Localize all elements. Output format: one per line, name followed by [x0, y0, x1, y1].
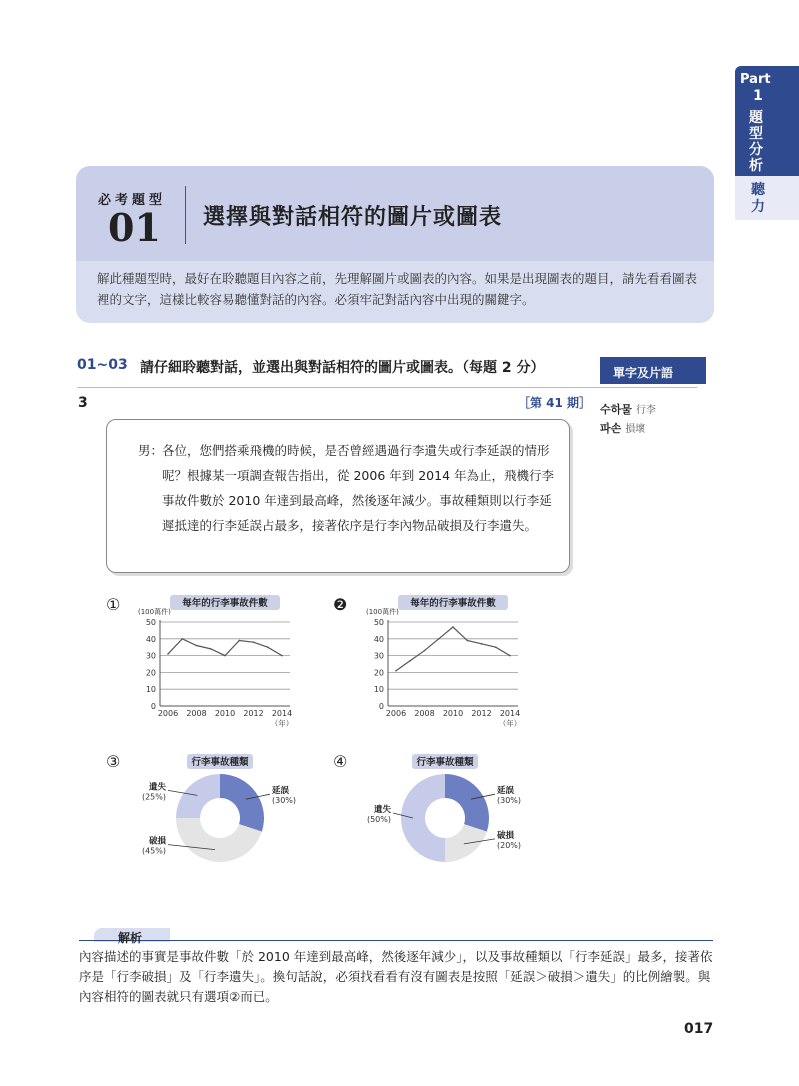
vocab-meaning: 損壞	[625, 424, 646, 435]
analysis-text: 內容描述的事實是事故件數「於 2010 年達到最高峰，然後逐年減少」，以及事故種類以「行李延誤」最多，接著依序是「行李破損」及「行李遺失」。換句話說，必須找看看有沒有圖表是按照「延誤＞破損＞遺失」的比例繪製。與內容相符的圖表就只有選項②而已。	[79, 949, 713, 1004]
data-point	[509, 655, 511, 657]
type-label: 必考題型	[98, 193, 167, 208]
x-tick-label: 2010	[442, 709, 464, 718]
y-tick-label: 10	[145, 685, 156, 695]
question-issue: ［第 41 期］	[518, 396, 592, 410]
intro-text: 解此種題型時，最好在聆聽題目內容之前，先理解圖片或圖表的內容。如果是出現圖表的題目，請先看看圖表裡的文字，這樣比較容易聽懂對話的內容。必須牢記對話內容中出現的關鍵字。	[97, 271, 698, 307]
part-number: 1	[753, 88, 763, 104]
x-tick-label: 2006	[157, 709, 179, 718]
y-tick-label: 30	[373, 651, 384, 661]
dialogue-body: 各位，您們搭乘飛機的時候，是否曾經遇過行李遺失或行李延誤的情形呢？根據某一項調查報告指出，從 2006 年到 2014 年為止，飛機行李事故件數於 2010 年達到最高峰，然後逐年減少。事故種類則以行李延遲抵達的行李延誤占最多，接著依序是行李內物品破損及行李遺失。	[162, 443, 555, 533]
data-point	[438, 638, 440, 640]
pie-slice	[401, 774, 445, 862]
dialogue-speaker: 男：	[138, 443, 164, 458]
question-instruction: 請仔細聆聽對話，並選出與對話相符的圖片或圖表。（每題 2 分）	[140, 360, 545, 376]
question-divider	[77, 387, 697, 388]
pie-slice	[445, 774, 489, 832]
slice-label: 破損	[148, 836, 166, 847]
vocab-item	[600, 401, 656, 417]
x-tick-label: 2008	[414, 709, 435, 718]
data-point	[196, 645, 198, 647]
vocab-tab-label: 單字及片語	[613, 366, 674, 380]
y-tick-label: 30	[145, 651, 156, 661]
slice-label: 遺失	[373, 805, 391, 815]
chart-title: 每年的行李事故件數	[410, 598, 496, 609]
slice-label: 延誤	[497, 786, 515, 797]
chart-xlabel: （年）	[270, 719, 294, 728]
slice-pct: (30%)	[272, 796, 297, 806]
line-chart-option-2	[358, 592, 528, 732]
y-tick-label: 40	[145, 634, 156, 644]
x-tick-label: 2012	[471, 709, 492, 718]
vocab-word: 파손	[600, 422, 622, 435]
pie-slice	[176, 774, 220, 818]
data-point	[210, 648, 212, 650]
data-point	[181, 638, 183, 640]
slice-pct: (50%)	[366, 815, 391, 824]
data-point	[281, 655, 283, 657]
data-point	[395, 670, 397, 672]
part-sub-tab	[735, 176, 799, 220]
option-mark-2[interactable]: ❷	[333, 595, 348, 614]
x-tick-label: 2008	[186, 709, 207, 718]
pie-slice	[445, 824, 487, 862]
data-point	[409, 660, 411, 662]
series-line	[396, 627, 510, 671]
option-mark-1[interactable]: ①	[106, 595, 121, 614]
x-tick-label: 2012	[243, 709, 264, 718]
donut-chart-option-3	[135, 752, 305, 872]
question-range: 01~03	[77, 357, 128, 373]
data-point	[495, 646, 497, 648]
y-tick-label: 50	[145, 618, 156, 627]
y-tick-label: 40	[373, 634, 384, 644]
slice-label: 遺失	[148, 782, 166, 793]
type-number: 01	[108, 205, 161, 250]
data-point	[452, 626, 454, 628]
x-tick-label: 2006	[385, 709, 407, 718]
x-tick-label: 2014	[271, 709, 293, 718]
series-line	[168, 639, 282, 656]
data-point	[224, 655, 226, 657]
pie-slice	[220, 774, 264, 832]
vocab-tab	[600, 357, 706, 384]
chart-title: 行李事故種類	[416, 757, 474, 768]
y-tick-label: 20	[145, 668, 156, 678]
data-point	[424, 650, 426, 652]
data-point	[253, 641, 255, 643]
section-title: 選擇與對話相符的圖片或圖表	[203, 205, 503, 230]
part-label: Part	[740, 72, 771, 87]
page-number: 017	[684, 1021, 714, 1037]
analysis-label: 解析	[118, 931, 143, 945]
y-tick-label: 0	[378, 702, 384, 711]
donut-chart-option-4	[360, 752, 530, 872]
x-tick-label: 2010	[214, 709, 236, 718]
chart-title: 每年的行李事故件數	[182, 598, 268, 609]
slice-label: 延誤	[272, 786, 290, 797]
slice-pct: (20%)	[497, 840, 522, 850]
part-side-tab	[735, 66, 799, 176]
y-tick-label: 0	[150, 702, 156, 711]
part-vertical-title: 題型分析	[749, 110, 763, 174]
line-chart-option-1	[130, 592, 300, 732]
option-mark-3[interactable]: ③	[106, 752, 121, 771]
question-number: 3	[78, 395, 88, 411]
x-tick-label: 2014	[499, 709, 521, 718]
vocab-item	[600, 420, 645, 436]
slice-label: 破損	[497, 830, 515, 841]
option-mark-4[interactable]: ④	[333, 752, 348, 771]
vocab-word: 수하물	[600, 403, 632, 416]
vocab-meaning: 行李	[635, 405, 656, 416]
data-point	[466, 640, 468, 642]
slice-pct: (45%)	[141, 846, 166, 856]
chart-title: 行李事故種類	[191, 757, 249, 768]
slice-pct: (25%)	[141, 792, 166, 802]
chart-xlabel: （年）	[498, 719, 522, 728]
analysis-divider	[79, 940, 713, 941]
header-divider	[185, 186, 186, 244]
data-point	[238, 640, 240, 642]
chart-ylabel: (100萬件)	[138, 608, 171, 616]
data-point	[267, 646, 269, 648]
data-point	[167, 653, 169, 655]
y-tick-label: 10	[373, 685, 384, 695]
y-tick-label: 20	[373, 668, 384, 678]
slice-pct: (30%)	[497, 796, 522, 806]
dialogue-text	[138, 438, 558, 538]
part-sub-label: 聽力	[751, 182, 765, 215]
chart-ylabel: (100萬件)	[366, 608, 399, 616]
data-point	[481, 643, 483, 645]
y-tick-label: 50	[373, 618, 384, 627]
